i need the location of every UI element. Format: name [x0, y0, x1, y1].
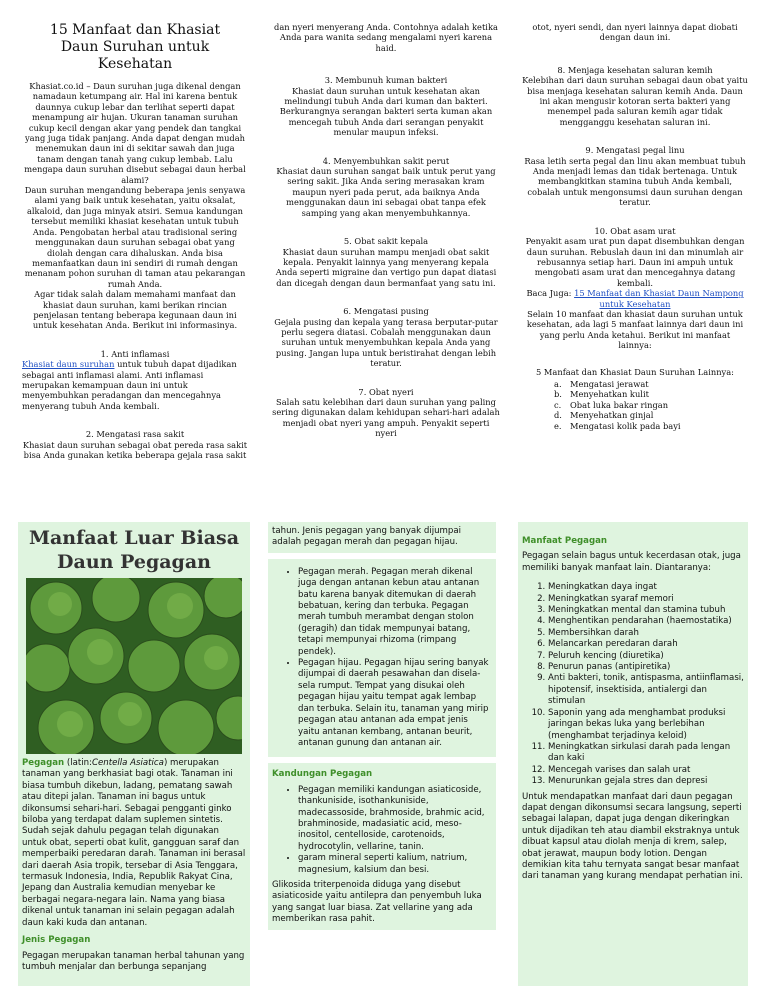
section-9-text: Rasa letih serta pegal dan linu akan membuat tubuh Anda menjadi lemas dan tidak bertenaga. Untuk membangkitkan stamina tubuh Anda kembali, cobalah untuk mengonsumsi daun suruhan dengan teratur.: [524, 155, 746, 208]
jenis-continuation-box: [268, 522, 496, 553]
list-item: d. Menyehatkan ginjal: [554, 410, 748, 420]
pegagan-name: Pegagan: [22, 758, 65, 768]
list-item: 4. Menghentikan pendarahan (haemostatika): [548, 616, 744, 627]
pegagan-latin-label: (latin:: [64, 758, 92, 768]
list-item: 12. Mencegah varises dan salah urat: [548, 765, 744, 776]
manfaat-pegagan-title: Manfaat Pegagan: [522, 536, 608, 546]
baca-juga-label: Baca Juga:: [526, 288, 575, 299]
top-column-1: [22, 22, 248, 460]
section-7-text: Salah satu kelebihan dari daun suruhan yang paling sering digunakan dalam kehidupan sehari-hari adalah menjadi obat nyeri yang ampuh. Penyakit seperti nyeri: [272, 396, 500, 439]
section-2-text: Khasiat daun suruhan sebagai obat pereda rasa sakit bisa Anda gunakan ketika beberapa gejala rasa sakit: [22, 439, 248, 460]
kandungan-closing: Glikosida triterpenoida diduga yang disebut asiaticoside yaitu antilepra dan penyembuh luka yang sangat luar biasa. Zat vellarine yang ada memberikan rasa pahit.: [272, 879, 482, 925]
section-8-text: Kelebihan dari daun suruhan sebagai daun obat yaitu bisa menjaga kesehatan saluran kemih Anda. Daun ini akan mengusir kotoran serta bakteri yang menempel pada saluran kemih agar tidak mengganggu kesehatan saluran ini.: [522, 75, 748, 127]
pegagan-column-2: [268, 522, 496, 930]
section-8-title: 8. Menjaga kesehatan saluran kemih: [557, 64, 713, 75]
list-item: • Pegagan hijau. Pegagan hijau sering banyak dijumpai di daerah pesawahan dan disela-sela rumput. Tempat yang disukai oleh pegagan hijau yaitu tempat agak lembap dan terbuka. Selain itu, tanaman yang mirip pegagan atau antanan ada empat jenis yaitu antanan kembang, antanan beurit, antanan gunung dan antanan air.: [298, 658, 492, 749]
section-5: [272, 236, 500, 288]
section-10: [522, 226, 748, 351]
section-1-body: untuk tubuh dapat dijadikan sebagai anti inflamasi alami. Anti inflamasi merupakan kemampuan daun ini untuk menyembuhkan peradangan dan mencegahnya menyerang tubuh Anda kembali.: [22, 359, 237, 411]
jenis-pegagan-title: Jenis Pegagan: [22, 935, 91, 946]
section-4: [272, 156, 500, 218]
list-item: • Pegagan memiliki kandungan asiaticoside, thankuniside, isothankuniside, madecassoside, brahmoside, brahmic acid, brahminoside, madasiatic acid, meso-inositol, centelloside, carotenoids, hydrocotylin, vellarine, tanin.: [298, 785, 492, 853]
pegagan-title-line-1: Manfaat Luar Biasa: [28, 527, 240, 549]
list-item: 9. Anti bakteri, tonik, antispasma, antiinflamasi, hipotensif, insektisida, antialergi dan stimulan: [548, 673, 744, 707]
pegagan-column-3: [518, 522, 748, 986]
list-item: b. Menyehatkan kulit: [554, 389, 748, 399]
baca-juga: [522, 288, 748, 309]
section-9: [522, 145, 748, 207]
section-4-title: 4. Menyembuhkan sakit perut: [322, 155, 450, 166]
section-7: [272, 387, 500, 439]
list-item: 13. Menurunkan gejala stres dan depresi: [548, 776, 744, 787]
khasiat-link[interactable]: Khasiat daun suruhan: [22, 359, 115, 370]
col3-continuation: otot, nyeri sendi, dan nyeri lainnya dapat diobati dengan daun ini.: [532, 22, 738, 43]
pegagan-column-1: [18, 522, 250, 986]
list-item: 3. Meningkatkan mental dan stamina tubuh: [548, 605, 744, 616]
section-6-text: Gejala pusing dan kepala yang terasa berputar-putar perlu segera diatasi. Cobalah menggunakan daun suruhan untuk menyembuhkan kepala Anda yang pusing. Jangan lupa untuk beristirahat dengan lebih teratur.: [274, 316, 498, 369]
kandungan-title: Kandungan Pegagan: [272, 769, 373, 780]
closing-text: Selain 10 manfaat dan khasiat daun suruhan untuk kesehatan, ada lagi 5 manfaat lainnya dari daun ini yang perlu Anda ketahui. Berikut ini manfaat lainnya:: [526, 308, 744, 351]
section-5-text: Khasiat daun suruhan mampu menjadi obat sakit kepala. Penyakit lainnya yang menyerang kepala Anda seperti migraine dan vertigo pun dapat diatasi dan dicegah dengan daun bermanfaat yang satu ini.: [275, 246, 497, 288]
section-9-title: 9. Mengatasi pegal linu: [585, 145, 685, 156]
list-item: • garam mineral seperti kalium, natrium, magnesium, kalsium dan besi.: [298, 853, 492, 876]
article-title-line-1: 15 Manfaat dan Khasiat: [49, 22, 221, 38]
list-item: 10. Saponin yang ada menghambat produksi jaringan bekas luka yang berlebihan (menghambat terjadinya keloid): [548, 708, 744, 742]
list-item: 7. Peluruh kencing (diuretika): [548, 651, 744, 662]
section-4-text: Khasiat daun suruhan sangat baik untuk perut yang sering sakit. Jika Anda sering merasakan kram maupun nyeri pada perut, ada baiknya Anda menggunakan daun ini sebagai obat tanpa efek samping yang akan menyembuhkannya.: [276, 166, 496, 218]
list-item: 11. Meningkatkan sirkulasi darah pada lengan dan kaki: [548, 742, 744, 765]
section-8: [522, 65, 748, 127]
list-item: • Pegagan merah. Pegagan merah dikenal juga dengan antanan kebun atau antanan batu karena banyak ditemukan di daerah bebatuan, kering dan terbuka. Pegagan merah tumbuh merambat dengan stolon (geragih) dan tidak mempunyai batang, tetapi mempunyai rhizoma (rimpang pendek).: [298, 567, 492, 658]
section-1-text: [22, 359, 248, 411]
section-5-title: 5. Obat sakit kepala: [343, 236, 429, 247]
list-item: c. Obat luka bakar ringan: [554, 400, 748, 410]
list-item: 8. Penurun panas (antipiretika): [548, 662, 744, 673]
section-3-text: Khasiat daun suruhan untuk kesehatan akan melindungi tubuh Anda dari kuman dan bakteri. Berkurangnya serangan bakteri serta kuman akan mencegah tubuh Anda dari serangan penyakit menular maupun infeksi.: [279, 85, 493, 138]
section-3-title: 3. Membunuh kuman bakteri: [324, 75, 448, 86]
section-6-title: 6. Mengatasi pusing: [343, 306, 429, 317]
list-item: a. Mengatasi jerawat: [554, 379, 748, 389]
pegagan-title-line-2: Daun Pegagan: [57, 551, 211, 573]
pegagan-latin-name: Centella Asiatica: [92, 758, 164, 768]
jenis-pegagan-text: Pegagan merupakan tanaman herbal tahunan yang tumbuh menjalar dan berbunga sepanjang: [22, 950, 245, 972]
top-column-3: [522, 22, 748, 431]
other-benefits-title: 5 Manfaat dan Khasiat Daun Suruhan Lainnya:: [536, 366, 734, 377]
jenis-list: [272, 567, 492, 750]
intro-paragraph-2: Daun suruhan mengandung beberapa jenis senyawa alami yang baik untuk kesehatan, yaitu oksalat, alkaloid, dan juga minyak atsiri. Semua kandungan tersebut memiliki khasiat kesehatan untuk tubuh Anda. Pengobatan herbal atau tradisional sering menggunakan daun suruhan sebagai obat yang diolah dengan cara dihaluskan. Anda bisa memanfaatkan daun ini sendiri di rumah dengan menanam pohon suruhan di taman atau pekarangan rumah Anda.: [24, 185, 246, 289]
section-1: [22, 349, 248, 411]
list-item: e. Mengatasi kolik pada bayi: [554, 421, 748, 431]
section-10-text: Penyakit asam urat pun dapat disembuhkan dengan daun suruhan. Rebuslah daun ini dan minumlah air rebusannya setiap hari. Daun ini ampuh untuk mengobati asam urat dan mencegahnya datang kembali.: [525, 236, 745, 288]
section-1-title: 1. Anti inflamasi: [100, 348, 170, 359]
manfaat-list: [522, 582, 744, 787]
leaf-illustration: [26, 578, 242, 754]
manfaat-pegagan-intro: Pegagan selain bagus untuk kecerdasan otak, juga memiliki banyak manfaat lain. Diantaranya:: [522, 551, 741, 573]
col2-continuation: dan nyeri menyerang Anda. Contohnya adalah ketika Anda para wanita sedang mengalami nyeri karena haid.: [274, 22, 498, 53]
pegagan-leaves-image: [26, 578, 242, 754]
list-item: 1. Meningkatkan daya ingat: [548, 582, 744, 593]
manfaat-closing: Untuk mendapatkan manfaat dari daun pegagan dapat dengan dikonsumsi secara langsung, seperti sebagai lalapan, dapat juga dengan dikeringkan untuk dijadikan teh atau diambil ekstraknya untuk dibuat kapsul atau diolah menja di krem, salep, obat jerawat, maupun body lotion. Dengan demikian kita tahu ternyata sangat besar manfaat dari tanaman yang kurang mendapat perhatian ini.: [522, 791, 743, 882]
section-3: [272, 75, 500, 137]
other-benefits: [522, 367, 748, 431]
pegagan-description: [22, 758, 246, 929]
intro-paragraph-3: Agar tidak salah dalam memahami manfaat dan khasiat daun suruhan, kami berikan rincian penjelasan tentang beberapa kegunaan daun ini untuk kesehatan Anda. Berikut ini informasinya.: [32, 289, 238, 331]
top-column-2: [272, 22, 500, 439]
baca-juga-link[interactable]: 15 Manfaat dan Khasiat Daun Nampong untuk Kesehatan: [574, 288, 744, 309]
pegagan-description-body: ) merupakan tanaman yang berkhasiat bagi otak. Tanaman ini biasa tumbuh dikebun, ladang, pematang sawah atau ditepi jalan. Tanaman ini bagus untuk dikonsumsi sehari-hari. Sebagai pengganti ginko biloba yang terdapat dalam suplemen sintetis. Sudah sejak dahulu pegagan telah digunakan untuk obat, seperti obat kulit, gangguan saraf dan memperbaiki peredaran darah. Tanaman ini berasal dari daerah Asia tropik, tersebar di Asia Tenggara, termasuk Indonesia, India, Republik Rakyat Cina, Jepang dan Australia kemudian menyebar ke berbagai negara-negara lain. Nama yang biasa dikenal untuk tanaman ini selain pegagan adalah daun kaki kuda dan antanan.: [22, 758, 246, 928]
list-item: 5. Membersihkan darah: [548, 628, 744, 639]
section-2-title: 2. Mengatasi rasa sakit: [85, 429, 185, 440]
jenis-list-box: [268, 559, 496, 758]
list-item: 2. Meningkatkan syaraf memori: [548, 594, 744, 605]
jenis-continuation: tahun. Jenis pegagan yang banyak dijumpai adalah pegagan merah dan pegagan hijau.: [272, 526, 462, 548]
article-title-line-2: Daun Suruhan untuk Kesehatan: [60, 39, 210, 72]
other-benefits-list: [554, 379, 748, 431]
kandungan-box: [268, 763, 496, 929]
kandungan-list: [272, 785, 492, 876]
section-10-title: 10. Obat asam urat: [594, 225, 676, 236]
section-7-title: 7. Obat nyeri: [358, 386, 414, 397]
section-6: [272, 306, 500, 368]
list-item: 6. Melancarkan peredaran darah: [548, 639, 744, 650]
intro-paragraph: Khasiat.co.id – Daun suruhan juga dikenal dengan namadaun ketumpang air. Hal ini karena bentuk daunnya cukup lebar dan terlihat seperti dapat menampung air hujan. Ukuran tanaman suruhan cukup kecil dengan akar yang pendek dan tangkai yang juga tidak panjang. Anda dapat dengan mudah menemukan daun ini di sekitar sawah dan juga tanam dengan tanah yang cukup lembab. Lalu mengapa daun suruhan disebut sebagai daun herbal alami?: [24, 81, 246, 185]
section-2: [22, 429, 248, 460]
